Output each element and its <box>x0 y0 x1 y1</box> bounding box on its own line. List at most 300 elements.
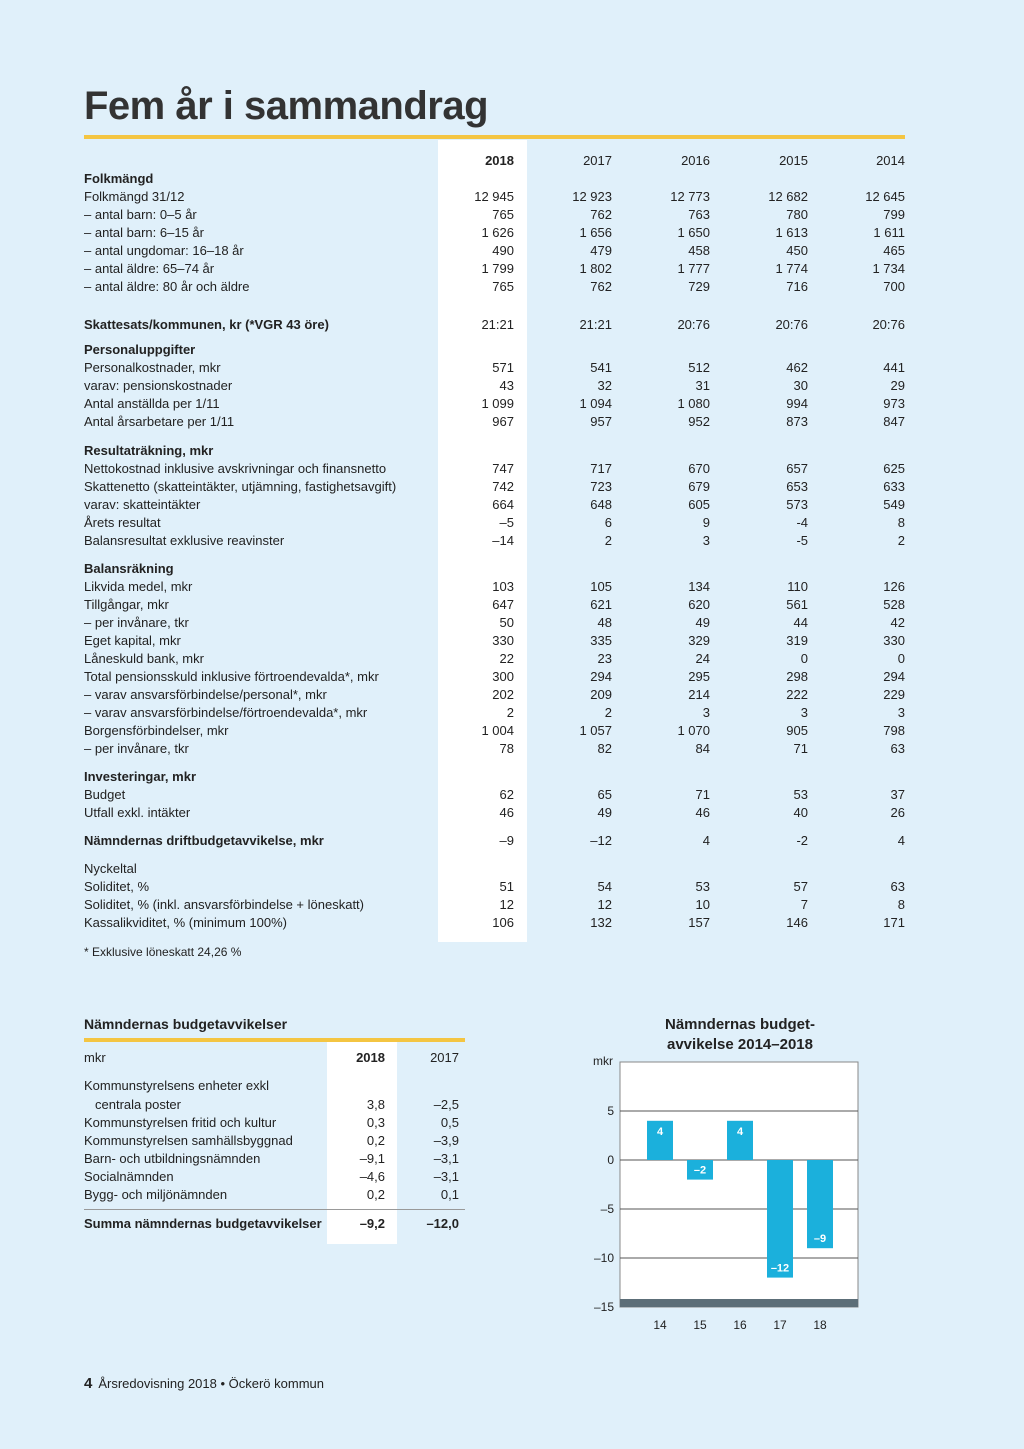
unit-label: mkr <box>84 1050 106 1065</box>
cell-value: 0,1 <box>440 1187 459 1202</box>
section-heading <box>84 443 905 461</box>
cell-value: 65 <box>597 787 612 802</box>
cell-value: 716 <box>786 279 808 294</box>
row-label: Balansräkning <box>84 561 174 576</box>
cell-value: 1 777 <box>677 261 710 276</box>
cell-value: 103 <box>492 579 514 594</box>
budget-table-divider <box>84 1038 465 1042</box>
y-tick-label: –15 <box>593 1300 614 1314</box>
row-label: Bygg- och miljönämnden <box>84 1187 228 1202</box>
row-label: Likvida medel, mkr <box>84 579 193 594</box>
table-row <box>84 579 905 597</box>
row-label: Nyckeltal <box>84 861 137 876</box>
cell-value: 0,3 <box>366 1115 385 1130</box>
footnote: * Exklusive löneskatt 24,26 % <box>84 945 242 959</box>
row-label: – varav ansvarsförbindelse/personal*, mkr <box>84 687 327 702</box>
row-label: Socialnämnden <box>84 1169 174 1184</box>
budget-row <box>84 1097 465 1115</box>
cell-value: 1 626 <box>481 225 514 240</box>
cell-value: 458 <box>688 243 710 258</box>
y-tick-label: –10 <box>593 1251 614 1265</box>
cell-value: 747 <box>492 461 514 476</box>
cell-value: -5 <box>796 533 808 548</box>
row-label: Skattesats/kommunen, kr (*VGR 43 öre) <box>84 317 329 332</box>
chart-title-line: Nämndernas budget- <box>664 1016 815 1033</box>
cell-value: 3 <box>800 705 808 720</box>
cell-value: 202 <box>492 687 514 702</box>
row-label: Kommunstyrelsen fritid och kultur <box>84 1115 277 1130</box>
year-header: 2016 <box>681 153 710 168</box>
cell-value: 1 094 <box>579 396 612 411</box>
cell-value: 294 <box>590 669 612 684</box>
cell-value: 12 945 <box>474 189 514 204</box>
cell-value: 549 <box>883 497 905 512</box>
bar <box>767 1160 793 1278</box>
bar-value-label: 4 <box>736 1125 744 1138</box>
cell-value: 1 070 <box>677 723 710 738</box>
budget-row <box>84 1169 465 1187</box>
cell-value: 441 <box>883 360 905 375</box>
cell-value: 490 <box>492 243 514 258</box>
row-label: Personalkostnader, mkr <box>84 360 221 375</box>
total-value: –12,0 <box>426 1216 459 1231</box>
cell-value: 2 <box>897 533 905 548</box>
cell-value: 319 <box>786 633 808 648</box>
cell-value: 1 611 <box>873 225 905 240</box>
cell-value: 653 <box>786 479 808 494</box>
row-label: Utfall exkl. intäkter <box>84 805 191 820</box>
cell-value: 2 <box>604 705 612 720</box>
year-header: 2018 <box>356 1050 385 1065</box>
row-label: Antal årsarbetare per 1/11 <box>84 414 235 429</box>
cell-value: 633 <box>883 479 905 494</box>
cell-value: 648 <box>590 497 612 512</box>
section-heading <box>84 561 905 579</box>
cell-value: 50 <box>499 615 514 630</box>
cell-value: 71 <box>695 787 710 802</box>
chart-title <box>645 1015 835 1055</box>
table-row <box>84 261 905 279</box>
x-tick-label: 16 <box>733 1318 747 1332</box>
row-label: Investeringar, mkr <box>84 769 196 784</box>
y-axis-label: mkr <box>593 1054 613 1068</box>
year-header: 2018 <box>485 153 514 168</box>
row-label: Folkmängd <box>84 171 154 186</box>
cell-value: 952 <box>688 414 710 429</box>
cell-value: 657 <box>786 461 808 476</box>
cell-value: 3 <box>702 705 710 720</box>
cell-value: 32 <box>597 378 612 393</box>
cell-value: 49 <box>695 615 710 630</box>
y-tick-label: 5 <box>607 1104 614 1118</box>
cell-value: –4,6 <box>359 1169 385 1184</box>
cell-value: 82 <box>597 741 612 756</box>
table-row <box>84 317 905 335</box>
cell-value: 40 <box>793 805 808 820</box>
cell-value: 573 <box>786 497 808 512</box>
cell-value: 134 <box>688 579 710 594</box>
cell-value: 1 613 <box>775 225 808 240</box>
cell-value: 4 <box>702 833 710 848</box>
table-row <box>84 515 905 533</box>
row-label: Borgensförbindelser, mkr <box>84 723 229 738</box>
cell-value: 717 <box>590 461 612 476</box>
cell-value: 512 <box>688 360 710 375</box>
table-row <box>84 651 905 669</box>
cell-value: 1 656 <box>579 225 612 240</box>
cell-value: 22 <box>499 651 514 666</box>
cell-value: 561 <box>786 597 808 612</box>
cell-value: 53 <box>695 879 710 894</box>
cell-value: –12 <box>590 833 612 848</box>
cell-value: 146 <box>786 915 808 930</box>
budget-row <box>84 1133 465 1151</box>
cell-value: 4 <box>897 833 905 848</box>
cell-value: 54 <box>597 879 612 894</box>
title-divider <box>84 135 905 139</box>
cell-value: 528 <box>883 597 905 612</box>
cell-value: –9,1 <box>359 1151 385 1166</box>
cell-value: 1 099 <box>481 396 514 411</box>
cell-value: 1 774 <box>775 261 808 276</box>
y-tick-label: 0 <box>607 1153 614 1167</box>
year-header: 2017 <box>430 1050 459 1065</box>
page-footer <box>84 1375 324 1392</box>
cell-value: 1 650 <box>677 225 710 240</box>
cell-value: 1 004 <box>481 723 514 738</box>
year-header: 2017 <box>583 153 612 168</box>
cell-value: 329 <box>688 633 710 648</box>
cell-value: 20:76 <box>872 317 905 332</box>
cell-value: –14 <box>492 533 514 548</box>
cell-value: 647 <box>492 597 514 612</box>
page-title: Fem år i sammandrag <box>84 84 488 128</box>
total-separator <box>84 1209 465 1210</box>
row-label: – antal äldre: 65–74 år <box>84 261 215 276</box>
table-row <box>84 805 905 823</box>
cell-value: 78 <box>499 741 514 756</box>
cell-value: 621 <box>590 597 612 612</box>
total-value: –9,2 <box>359 1216 385 1231</box>
table-row <box>84 615 905 633</box>
cell-value: 171 <box>883 915 905 930</box>
cell-value: 0 <box>897 651 905 666</box>
footer-text: Årsredovisning 2018 • Öckerö kommun <box>98 1376 324 1391</box>
table-row <box>84 833 905 851</box>
section-heading <box>84 769 905 787</box>
cell-value: 873 <box>786 414 808 429</box>
bar-value-label: –9 <box>813 1233 827 1246</box>
row-label: Soliditet, % <box>84 879 150 894</box>
cell-value: 330 <box>492 633 514 648</box>
cell-value: 23 <box>597 651 612 666</box>
cell-value: 12 773 <box>670 189 710 204</box>
cell-value: 6 <box>604 515 612 530</box>
cell-value: 330 <box>883 633 905 648</box>
table-row <box>84 461 905 479</box>
cell-value: 765 <box>492 207 514 222</box>
bar-value-label: –2 <box>693 1164 707 1177</box>
table-row <box>84 189 905 207</box>
cell-value: 300 <box>492 669 514 684</box>
table-row <box>84 633 905 651</box>
cell-value: 42 <box>890 615 905 630</box>
cell-value: 994 <box>786 396 808 411</box>
cell-value: 214 <box>688 687 710 702</box>
cell-value: 1 802 <box>579 261 612 276</box>
cell-value: 63 <box>890 879 905 894</box>
table-row <box>84 497 905 515</box>
cell-value: 229 <box>883 687 905 702</box>
cell-value: 8 <box>897 897 905 912</box>
row-label: Låneskuld bank, mkr <box>84 651 204 666</box>
table-row <box>84 597 905 615</box>
row-label: Kommunstyrelsens enheter exkl <box>84 1078 269 1093</box>
cell-value: 106 <box>492 915 514 930</box>
budget-table-header-row <box>84 1050 465 1068</box>
cell-value: 71 <box>793 741 808 756</box>
cell-value: 957 <box>590 414 612 429</box>
row-label: Skattenetto (skatteintäkter, utjämning, fastighetsavgift) <box>84 479 397 494</box>
cell-value: 295 <box>688 669 710 684</box>
cell-value: 3,8 <box>366 1097 385 1112</box>
row-label: – antal ungdomar: 16–18 år <box>84 243 244 258</box>
cell-value: 12 645 <box>865 189 905 204</box>
cell-value: 12 <box>499 897 514 912</box>
cell-value: –3,1 <box>433 1169 459 1184</box>
cell-value: 21:21 <box>481 317 514 332</box>
x-tick-label: 14 <box>653 1318 667 1332</box>
bar-value-label: 4 <box>656 1125 664 1138</box>
row-label: Barn- och utbildningsnämnden <box>84 1151 261 1166</box>
section-heading <box>84 171 905 189</box>
row-label: Soliditet, % (inkl. ansvarsförbindelse + löneskatt) <box>84 897 364 912</box>
table-row <box>84 879 905 897</box>
year-header: 2015 <box>779 153 808 168</box>
cell-value: 31 <box>695 378 710 393</box>
cell-value: 2 <box>506 705 514 720</box>
cell-value: 298 <box>786 669 808 684</box>
row-label: Nettokostnad inklusive avskrivningar och finansnetto <box>84 461 387 476</box>
cell-value: –2,5 <box>433 1097 459 1112</box>
cell-value: 20:76 <box>775 317 808 332</box>
row-label: varav: skatteintäkter <box>84 497 201 512</box>
row-label: Kommunstyrelsen samhällsbyggnad <box>84 1133 293 1148</box>
y-tick-label: –5 <box>600 1202 614 1216</box>
cell-value: 0 <box>800 651 808 666</box>
cell-value: 762 <box>590 207 612 222</box>
cell-value: 8 <box>897 515 905 530</box>
cell-value: 967 <box>492 414 514 429</box>
x-tick-label: 18 <box>813 1318 827 1332</box>
cell-value: 209 <box>590 687 612 702</box>
cell-value: 49 <box>597 805 612 820</box>
budget-row <box>84 1151 465 1169</box>
cell-value: -4 <box>796 515 808 530</box>
cell-value: 84 <box>695 741 710 756</box>
cell-value: 462 <box>786 360 808 375</box>
table-row <box>84 741 905 759</box>
cell-value: 26 <box>890 805 905 820</box>
row-label: Eget kapital, mkr <box>84 633 181 648</box>
cell-value: 110 <box>787 579 808 594</box>
cell-value: 294 <box>883 669 905 684</box>
row-label: Folkmängd 31/12 <box>84 189 185 204</box>
cell-value: 847 <box>883 414 905 429</box>
cell-value: 21:21 <box>579 317 612 332</box>
row-label: Resultaträkning, mkr <box>84 443 214 458</box>
x-tick-label: 15 <box>693 1318 707 1332</box>
cell-value: 798 <box>883 723 905 738</box>
cell-value: –3,9 <box>433 1133 459 1148</box>
cell-value: 43 <box>499 378 514 393</box>
cell-value: 799 <box>883 207 905 222</box>
budget-row <box>84 1115 465 1133</box>
table-row <box>84 533 905 551</box>
cell-value: 625 <box>883 461 905 476</box>
cell-value: 664 <box>492 497 514 512</box>
cell-value: 1 734 <box>872 261 905 276</box>
total-label: Summa nämndernas budgetavvikelser <box>84 1216 322 1231</box>
table-row <box>84 414 905 432</box>
row-label: – antal barn: 0–5 år <box>84 207 197 222</box>
page-number: 4 <box>84 1375 93 1392</box>
cell-value: -2 <box>796 833 808 848</box>
table-header-row <box>84 153 905 171</box>
budget-row <box>84 1187 465 1205</box>
cell-value: 51 <box>499 879 514 894</box>
table-row <box>84 669 905 687</box>
budget-table-title: Nämndernas budgetavvikelser <box>84 1016 288 1032</box>
chart-title-line: avvikelse 2014–2018 <box>667 1036 813 1053</box>
cell-value: 30 <box>793 378 808 393</box>
cell-value: 780 <box>786 207 808 222</box>
cell-value: 10 <box>695 897 710 912</box>
section-heading <box>84 342 905 360</box>
cell-value: –9 <box>499 833 514 848</box>
table-row <box>84 360 905 378</box>
cell-value: 1 799 <box>481 261 514 276</box>
cell-value: 1 080 <box>677 396 710 411</box>
table-row <box>84 279 905 297</box>
row-label: Nämndernas driftbudgetavvikelse, mkr <box>84 833 324 848</box>
table-row <box>84 479 905 497</box>
cell-value: 46 <box>499 805 514 820</box>
section-heading <box>84 861 905 879</box>
cell-value: 620 <box>688 597 710 612</box>
cell-value: 12 682 <box>768 189 808 204</box>
cell-value: 729 <box>688 279 710 294</box>
cell-value: 973 <box>883 396 905 411</box>
cell-value: 0,2 <box>366 1187 385 1202</box>
budget-deviation-chart <box>580 1050 870 1340</box>
row-label: – per invånare, tkr <box>84 615 189 630</box>
cell-value: –3,1 <box>433 1151 459 1166</box>
table-row <box>84 378 905 396</box>
table-row <box>84 897 905 915</box>
cell-value: 44 <box>793 615 808 630</box>
cell-value: 48 <box>597 615 612 630</box>
cell-value: 0,5 <box>440 1115 459 1130</box>
cell-value: 29 <box>890 378 905 393</box>
cell-value: 62 <box>499 787 514 802</box>
table-row <box>84 723 905 741</box>
table-row <box>84 687 905 705</box>
cell-value: 335 <box>590 633 612 648</box>
cell-value: 763 <box>688 207 710 222</box>
cell-value: 9 <box>702 515 710 530</box>
cell-value: 765 <box>492 279 514 294</box>
cell-value: 670 <box>688 461 710 476</box>
cell-value: 7 <box>800 897 808 912</box>
cell-value: 450 <box>786 243 808 258</box>
table-row <box>84 705 905 723</box>
cell-value: 157 <box>688 915 710 930</box>
cell-value: 1 057 <box>579 723 612 738</box>
cell-value: 479 <box>590 243 612 258</box>
cell-value: 605 <box>688 497 710 512</box>
cell-value: 222 <box>786 687 808 702</box>
cell-value: 700 <box>883 279 905 294</box>
row-label: varav: pensionskostnader <box>84 378 233 393</box>
cell-value: 46 <box>695 805 710 820</box>
cell-value: 24 <box>695 651 710 666</box>
cell-value: 20:76 <box>677 317 710 332</box>
row-label: Personaluppgifter <box>84 342 196 357</box>
cell-value: 679 <box>688 479 710 494</box>
cell-value: 2 <box>604 533 612 548</box>
axis-baseline <box>620 1299 858 1307</box>
cell-value: 12 923 <box>572 189 612 204</box>
year-header: 2014 <box>876 153 905 168</box>
cell-value: 126 <box>883 579 905 594</box>
row-label: – per invånare, tkr <box>84 741 189 756</box>
table-row <box>84 243 905 261</box>
table-row <box>84 207 905 225</box>
row-label: – antal äldre: 80 år och äldre <box>84 279 250 294</box>
cell-value: 132 <box>590 915 612 930</box>
row-label: Kassalikviditet, % (minimum 100%) <box>84 915 288 930</box>
row-label: Budget <box>84 787 126 802</box>
cell-value: 905 <box>786 723 808 738</box>
cell-value: –5 <box>499 515 514 530</box>
row-label: centrala poster <box>95 1097 181 1112</box>
cell-value: 541 <box>590 360 612 375</box>
row-label: – antal barn: 6–15 år <box>84 225 204 240</box>
cell-value: 37 <box>890 787 905 802</box>
cell-value: 63 <box>890 741 905 756</box>
table-row <box>84 396 905 414</box>
row-label: Balansresultat exklusive reavinster <box>84 533 285 548</box>
row-label: Total pensionsskuld inklusive förtroendevalda*, mkr <box>84 669 379 684</box>
cell-value: 723 <box>590 479 612 494</box>
x-tick-label: 17 <box>773 1318 787 1332</box>
table-row <box>84 787 905 805</box>
row-label: Tillgångar, mkr <box>84 597 169 612</box>
cell-value: 105 <box>590 579 612 594</box>
table-row <box>84 225 905 243</box>
cell-value: 762 <box>590 279 612 294</box>
row-label: – varav ansvarsförbindelse/förtroendevalda*, mkr <box>84 705 368 720</box>
cell-value: 571 <box>492 360 514 375</box>
cell-value: 465 <box>883 243 905 258</box>
row-label: Årets resultat <box>84 515 161 530</box>
budget-row <box>84 1078 465 1096</box>
cell-value: 0,2 <box>366 1133 385 1148</box>
cell-value: 742 <box>492 479 514 494</box>
cell-value: 57 <box>793 879 808 894</box>
total-row <box>84 1216 465 1234</box>
